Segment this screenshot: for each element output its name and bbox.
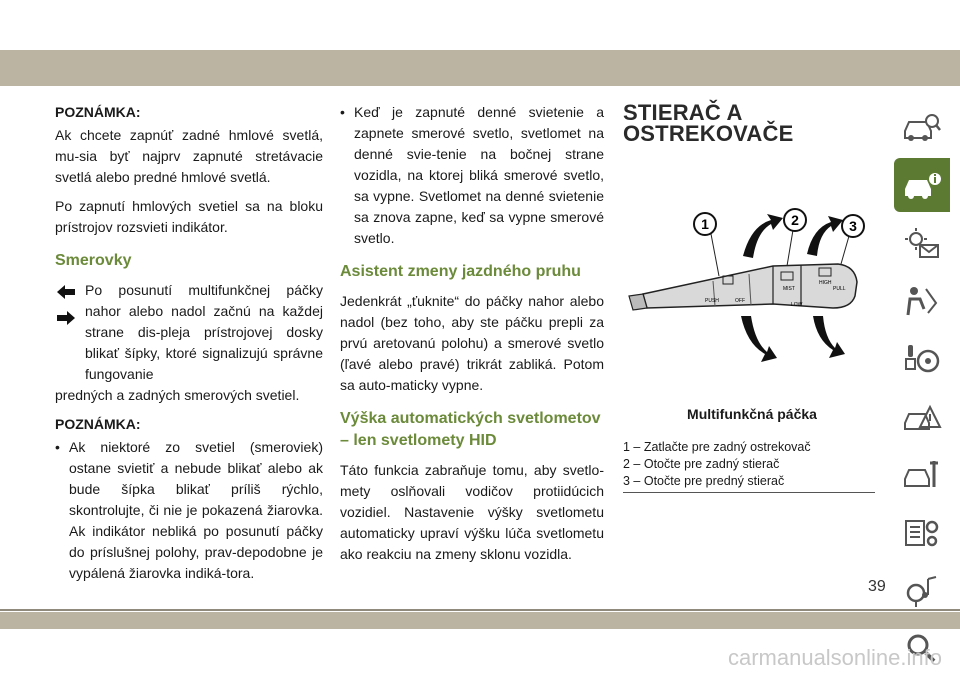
multifunction-lever-figure — [623, 204, 881, 394]
tab-steering-wheel[interactable] — [894, 332, 950, 386]
page-number: 39 — [868, 578, 886, 595]
rotate-arrow-3-up — [807, 216, 843, 256]
note-heading: POZNÁMKA: — [55, 104, 141, 120]
tab-settings-list[interactable] — [894, 506, 950, 560]
car-search-icon — [902, 109, 942, 145]
callout-3: 3 — [849, 218, 857, 234]
turn-signal-text: Po posunutí multifunkčnej páčky nahor alebo nadol začnú na každej strane dis-pleja prístrojovej dosky blikať šípky, ktoré signalizujú správne fungovanie — [85, 282, 323, 382]
watermark: carmanualsonline.info — [727, 645, 942, 670]
wiper-lever-illustration — [623, 204, 881, 394]
multimedia-icon — [902, 573, 942, 609]
label-push: PUSH — [705, 298, 719, 304]
top-band — [0, 50, 960, 86]
tab-car-crash[interactable] — [894, 390, 950, 444]
lane-change-text: Jedenkrát „ťuknite“ do páčky nahor alebo nadol (bez toho, aby ste páčku prepli za prvú aretovanú polohu) a smerové svetlo (ľavé alebo pravé) trikrát zabliká. Potom sa auto-maticky vypne. — [340, 293, 604, 393]
section-title-lane-change: Asistent zmeny jazdného pruhu — [340, 263, 581, 280]
bullet-text: Ak niektoré zo svetiel (smeroviek) ostane svietiť a nebude blikať alebo ak bude šípka blikať príliš rýchlo, skontrolujte, či nie je pokazená žiarovka. Ak indikátor nebliká po posunutí páčky do príslušnej polohy, prav-depodobne je vypálená žiarovka indiká-tora. — [69, 439, 323, 581]
tab-airbag-person[interactable] — [894, 274, 950, 328]
tab-warning-lights[interactable] — [894, 216, 950, 270]
label-off: OFF — [735, 298, 745, 304]
steering-wheel-icon — [902, 341, 942, 377]
bullet-item-2: • Keď je zapnuté denné svietenie a zapnete smerové svetlo, svetlomet na denné svie-tenie na bočnej strane vozidla, na ktorej bliká smerové svetlo, sa vypne. Svetlomet na denné svietenie sa znova zapne, keď sa vypne smerové svetlo. — [340, 104, 604, 246]
tab-car-search[interactable] — [894, 100, 950, 154]
rotate-arrow-2-up — [743, 214, 783, 258]
legend-item: 2 – Otočte pre zadný stierač — [623, 457, 780, 471]
turn-signal-block — [55, 280, 323, 385]
rotate-arrow-2-down — [741, 316, 777, 362]
label-low: LOW — [791, 302, 803, 308]
figure-caption: Multifunkčná páčka — [687, 406, 817, 422]
headlight-leveling-text: Táto funkcia zabraňuje tomu, aby svetlo-mety oslňovali vodičov protiidúcich vozidiel. Nastavenie výšky svetlometu automaticky upraví výšku lúča svetlometu ako reakciu na zmeny sklonu vozidla. — [340, 462, 604, 562]
callout-2: 2 — [791, 212, 799, 228]
page-title: STIERAČ A OSTREKOVAČE — [623, 100, 794, 146]
bottom-band — [0, 612, 960, 629]
turn-signal-text-cont: predných a zadných smerových svetiel. — [55, 387, 300, 403]
column-right — [623, 102, 881, 493]
legend-item: 3 – Otočte pre predný stierač — [623, 474, 785, 488]
bullet-item: • Ak niektoré zo svetiel (smeroviek) ostane svietiť a nebude blikať alebo ak bude šípka blikať príliš rýchlo, skontrolujte, či nie je pokazená žiarovka. Ak indikátor nebliká po posunutí páčky do príslušnej polohy, prav-depodobne je vypálená žiarovka indiká-tora. — [55, 439, 323, 581]
label-pull: PULL — [833, 286, 846, 292]
label-high: HIGH — [819, 280, 832, 286]
airbag-person-icon — [902, 283, 942, 319]
column-left — [55, 102, 323, 588]
rotate-arrow-3-down — [813, 316, 845, 358]
warning-lights-icon — [902, 225, 942, 261]
label-mist: MIST — [783, 286, 795, 292]
tab-car-info[interactable] — [894, 158, 950, 212]
turn-arrows-icon — [55, 282, 77, 332]
car-crash-icon — [902, 399, 942, 435]
note-text: Ak chcete zapnúť zadné hmlové svetlá, mu-sia byť najprv zapnuté stretávacie svetlá alebo predné hmlové svetlá. — [55, 127, 323, 185]
paragraph: Po zapnutí hmlových svetiel sa na bloku prístrojov rozsvieti indikátor. — [55, 198, 323, 235]
section-title-turn-signals: Smerovky — [55, 252, 132, 269]
chapter-tabs — [894, 100, 950, 678]
section-title-headlight-leveling: Výška automatických svetlometov – len svetlomety HID — [340, 410, 601, 449]
bottom-rule — [0, 609, 960, 611]
column-middle — [340, 102, 604, 573]
car-info-icon — [902, 167, 942, 203]
tab-car-tools[interactable] — [894, 448, 950, 502]
legend-item: 1 – Zatlačte pre zadný ostrekovač — [623, 440, 811, 454]
callout-1: 1 — [701, 216, 709, 232]
car-tools-icon — [902, 457, 942, 493]
figure-legend — [623, 439, 875, 493]
note-heading-2: POZNÁMKA: — [55, 416, 141, 432]
settings-list-icon — [902, 515, 942, 551]
bullet-text-2: Keď je zapnuté denné svietenie a zapnete smerové svetlo, svetlomet na denné svie-tenie na bočnej strane vozidla, na ktorej bliká smerové svetlo, sa vypne. Svetlomet na denné svietenie sa znova zapne, keď sa vypne smerové svetlo. — [354, 104, 604, 246]
